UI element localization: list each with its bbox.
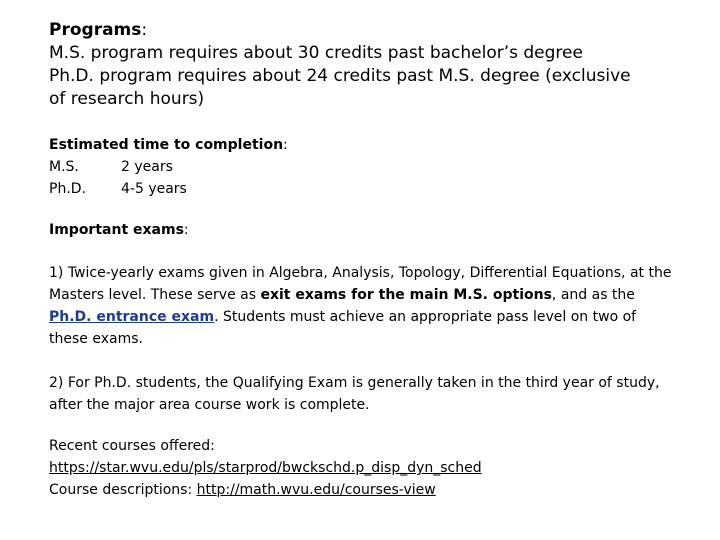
programs-section	[49, 19, 690, 111]
estimated-colon: :	[283, 137, 288, 153]
ms-requirement: M.S. program requires about 30 credits past bachelor’s degree	[49, 43, 583, 63]
phd-entrance-exam-link[interactable]: Ph.D. entrance exam	[49, 309, 215, 325]
estimated-time-section	[49, 134, 690, 200]
estimated-heading: Estimated time to completion	[49, 137, 284, 153]
exam-item-2-text: 2) For Ph.D. students, the Qualifying Exam is generally taken in the third year of study, after the major area course work is complete.	[49, 375, 660, 413]
exam-item-1-text-3: . Students must achieve an appropriate pass level on two of these exams.	[49, 309, 637, 347]
programs-heading-line	[49, 19, 690, 42]
duration-row-phd	[49, 178, 690, 200]
courses-section	[49, 435, 690, 501]
recent-courses-link[interactable]: https://star.wvu.edu/pls/starprod/bwckschd.p_disp_dyn_sched	[49, 460, 482, 476]
duration-value: 2 years	[121, 159, 173, 175]
exam-item-1	[49, 262, 679, 350]
exam-item-2	[49, 372, 684, 416]
exams-colon: :	[183, 222, 189, 238]
duration-row-ms	[49, 156, 690, 178]
recent-courses-label: Recent courses offered:	[49, 438, 215, 454]
degree-label: M.S.	[49, 159, 79, 175]
degree-label: Ph.D.	[49, 181, 86, 197]
exam-item-1-text: 1) Twice-yearly exams given in Algebra, Analysis, Topology, Differential Equations, at the Masters level. These serve as	[49, 265, 672, 303]
phd-requirement: Ph.D. program requires about 24 credits past M.S. degree (exclusive of research hours)	[49, 66, 631, 109]
exam-item-1-text-2: , and as the	[551, 287, 635, 303]
programs-heading: Programs	[49, 20, 142, 40]
exit-exams-emphasis: exit exams for the main M.S. options	[260, 287, 552, 303]
course-descriptions-label: Course descriptions:	[49, 482, 197, 498]
programs-colon: :	[141, 20, 148, 40]
exams-heading: Important exams	[49, 222, 184, 238]
course-descriptions-link[interactable]: http://math.wvu.edu/courses-view	[196, 482, 436, 498]
duration-value: 4-5 years	[121, 181, 187, 197]
exams-section	[49, 219, 690, 241]
